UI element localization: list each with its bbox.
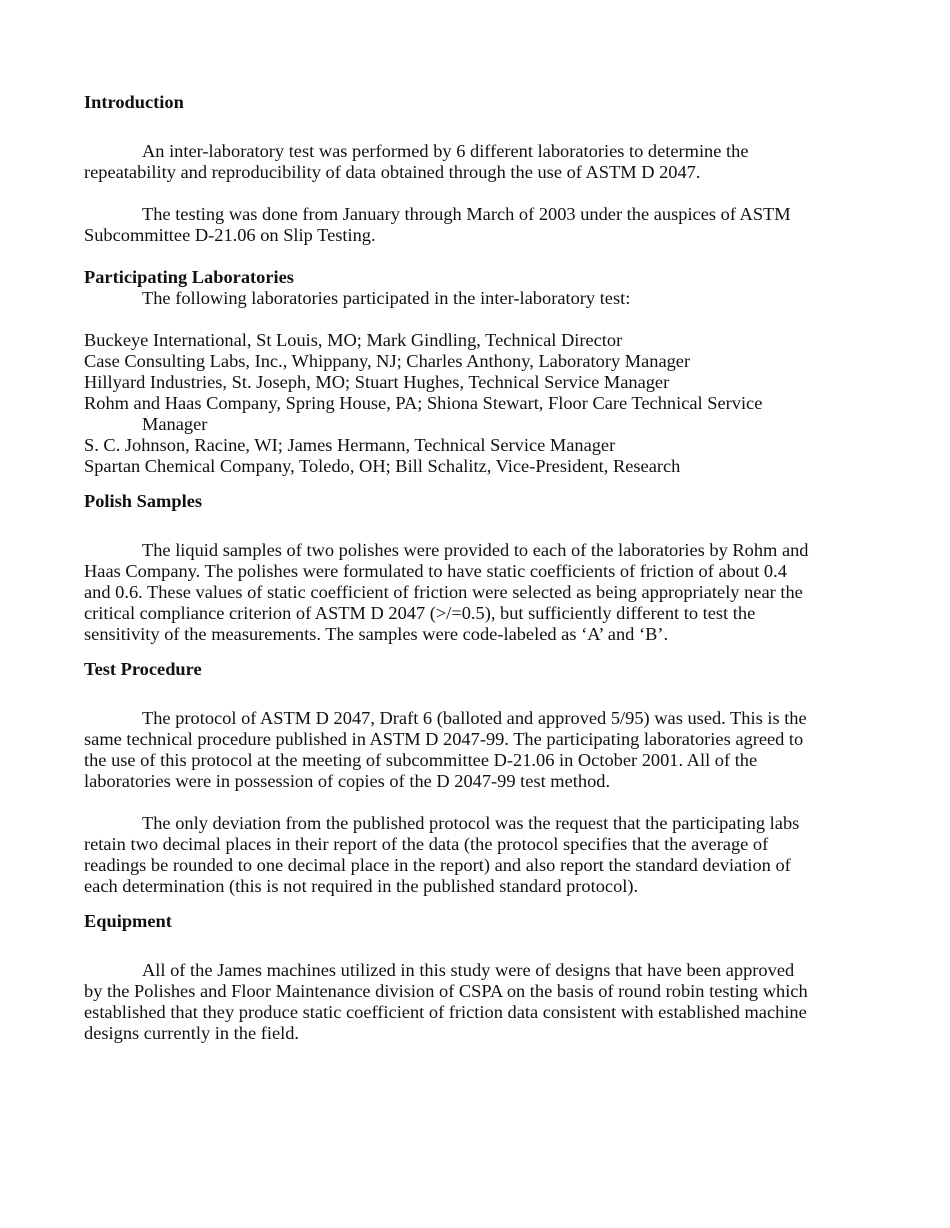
laboratory-list-item: Spartan Chemical Company, Toledo, OH; Bill Schalitz, Vice-President, Research bbox=[84, 456, 681, 476]
test-procedure-paragraph-1: The protocol of ASTM D 2047, Draft 6 (balloted and approved 5/95) was used. This is the same technical procedure published in ASTM D 2047-99. The participating laboratories agreed to the use of this protocol at the meeting of subcommittee D-21.06 in October 2001. All of the laboratories were in possession of copies of the D 2047-99 test method. bbox=[84, 708, 807, 791]
laboratory-list-item: Buckeye International, St Louis, MO; Mark Gindling, Technical Director bbox=[84, 330, 623, 350]
introduction-paragraph-1: An inter-laboratory test was performed by 6 different laboratories to determine the repeatability and reproducibility of data obtained through the use of ASTM D 2047. bbox=[84, 141, 749, 182]
equipment-paragraph: All of the James machines utilized in this study were of designs that have been approved by the Polishes and Floor Maintenance division of CSPA on the basis of round robin testing which established that they produce static coefficient of friction data consistent with established machine designs currently in the field. bbox=[84, 960, 808, 1043]
introduction-paragraph-2: The testing was done from January through March of 2003 under the auspices of ASTM Subcommittee D-21.06 on Slip Testing. bbox=[84, 204, 791, 245]
test-procedure-paragraph-2: The only deviation from the published protocol was the request that the participating labs retain two decimal places in their report of the data (the protocol specifies that the average of readings be rounded to one decimal place in the report) and also report the standard deviation of each determination (this is not required in the published standard protocol). bbox=[84, 813, 800, 896]
polish-samples-heading: Polish Samples bbox=[84, 491, 203, 511]
laboratory-list bbox=[84, 330, 814, 477]
participating-laboratories-heading: Participating Laboratories bbox=[84, 267, 294, 287]
document-page bbox=[84, 92, 814, 1044]
laboratory-list-item: Case Consulting Labs, Inc., Whippany, NJ; Charles Anthony, Laboratory Manager bbox=[84, 351, 691, 371]
equipment-heading: Equipment bbox=[84, 911, 172, 931]
introduction-heading: Introduction bbox=[84, 92, 184, 112]
participating-laboratories-intro: The following laboratories participated in the inter-laboratory test: bbox=[142, 288, 631, 308]
polish-samples-paragraph: The liquid samples of two polishes were provided to each of the laboratories by Rohm and Haas Company. The polishes were formulated to have static coefficients of friction of about 0.4 and 0.6. These values of static coefficient of friction were selected as being appropriately near the critical compliance criterion of ASTM D 2047 (>/=0.5), but sufficiently different to test the sensitivity of the measurements. The samples were code-labeled as ‘A’ and ‘B’. bbox=[84, 540, 809, 644]
test-procedure-heading: Test Procedure bbox=[84, 659, 202, 679]
laboratory-list-item: Hillyard Industries, St. Joseph, MO; Stuart Hughes, Technical Service Manager bbox=[84, 372, 670, 392]
laboratory-list-item: S. C. Johnson, Racine, WI; James Hermann, Technical Service Manager bbox=[84, 435, 616, 455]
laboratory-list-item: Rohm and Haas Company, Spring House, PA; Shiona Stewart, Floor Care Technical Service Manager bbox=[84, 393, 763, 434]
